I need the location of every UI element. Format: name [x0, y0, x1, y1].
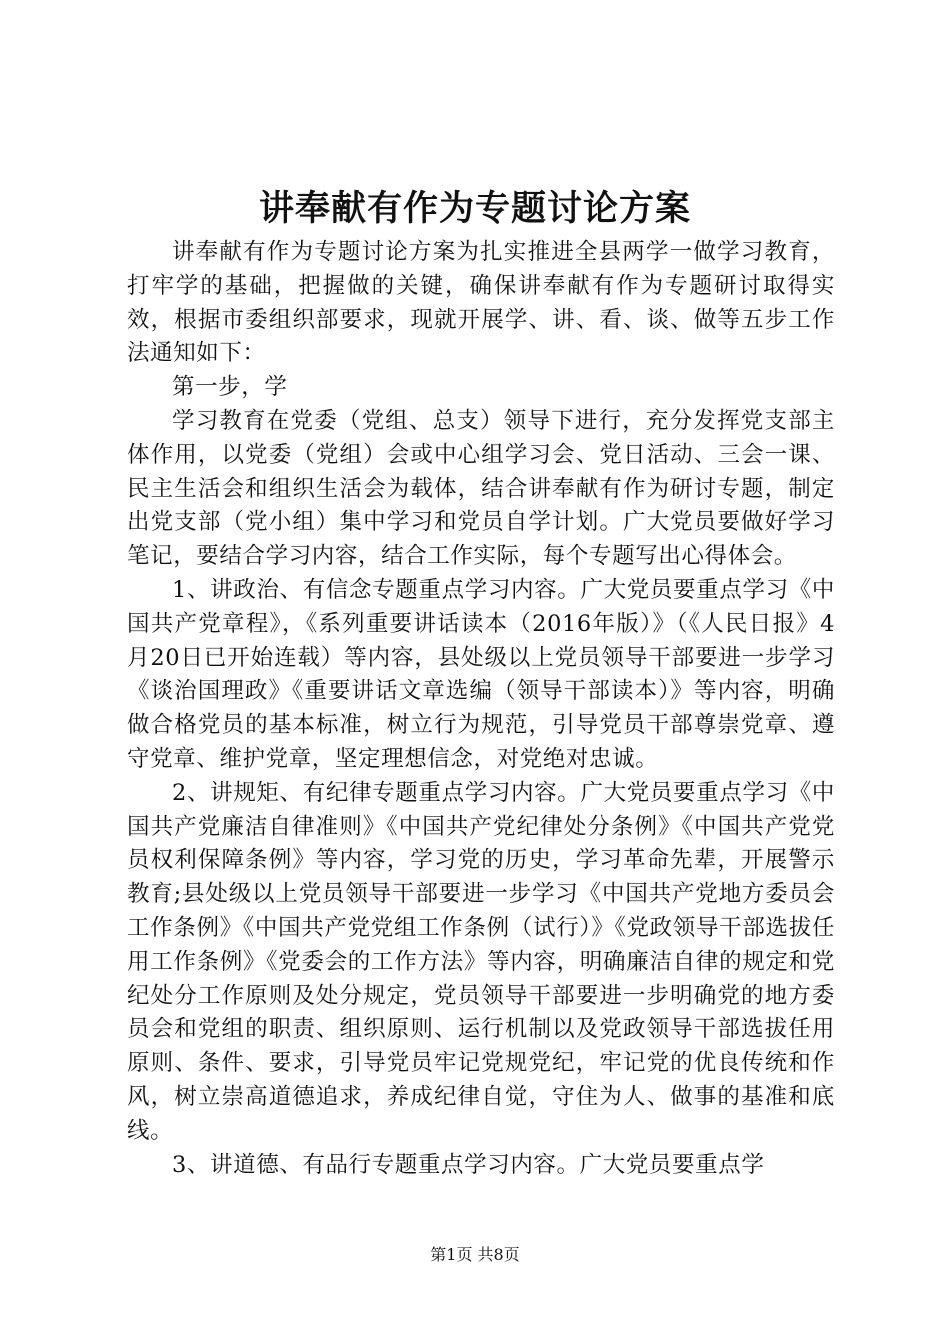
- paragraph-intro: 讲奉献有作为专题讨论方案为扎实推进全县两学一做学习教育，打牢学的基础，把握做的关键，确保讲奉献有作为专题研讨取得实效，根据市委组织部要求，现就开展学、讲、看、谈、做等五步工作法通知如下：: [127, 239, 835, 367]
- page-footer: 第1页 共8页: [430, 1245, 520, 1264]
- paragraph-item-3: 3、讲道德、有品行专题重点学习内容。广大党员要重点学: [172, 1151, 765, 1178]
- paragraph-item-1: 1、讲政治、有信念专题重点学习内容。广大党员要重点学习《中国共产党章程》，《系列重要讲话读本（2016年版）》（《人民日报》4月20日已开始连载）等内容，县处级以上党员领导干部要进一步学习《谈治国理政》《重要讲话文章选编（领导干部读本）》等内容，明确做合格党员的基本标准，树立行为规范，引导党员干部尊崇党章、遵守党章、维护党章，坚定理想信念，对党绝对忠诚。: [127, 576, 835, 772]
- paragraph-step-one-heading: 第一步，学: [172, 374, 288, 401]
- document-title: 讲奉献有作为专题讨论方案: [258, 188, 691, 229]
- paragraph-item-2: 2、讲规矩、有纪律专题重点学习内容。广大党员要重点学习《中国共产党廉洁自律准则》《中国共产党纪律处分条例》《中国共产党党员权利保障条例》等内容，学习党的历史，学习革命先辈，开展警示教育;县处级以上党员领导干部要进一步学习《中国共产党地方委员会工作条例》《中国共产党党组工作条例（试行）》《党政领导干部选拔任用工作条例》《党委会的工作方法》等内容，明确廉洁自律的规定和党纪处分工作原则及处分规定，党员领导干部要进一步明确党的地方委员会和党组的职责、组织原则、运行机制以及党政领导干部选拔任用原则、条件、要求，引导党员牢记党规党纪，牢记党的优良传统和作风，树立崇高道德追求，养成纪律自觉，守住为人、做事的基准和底线。: [127, 779, 835, 1144]
- document-body: [127, 236, 835, 1182]
- paragraph-study-overview: 学习教育在党委（党组、总支）领导下进行，充分发挥党支部主体作用，以党委（党组）会或中心组学习会、党日活动、三会一课、民主生活会和组织生活会为载体，结合讲奉献有作为研讨专题，制定出党支部（党小组）集中学习和党员自学计划。广大党员要做好学习笔记，要结合学习内容，结合工作实际，每个专题写出心得体会。: [127, 407, 835, 570]
